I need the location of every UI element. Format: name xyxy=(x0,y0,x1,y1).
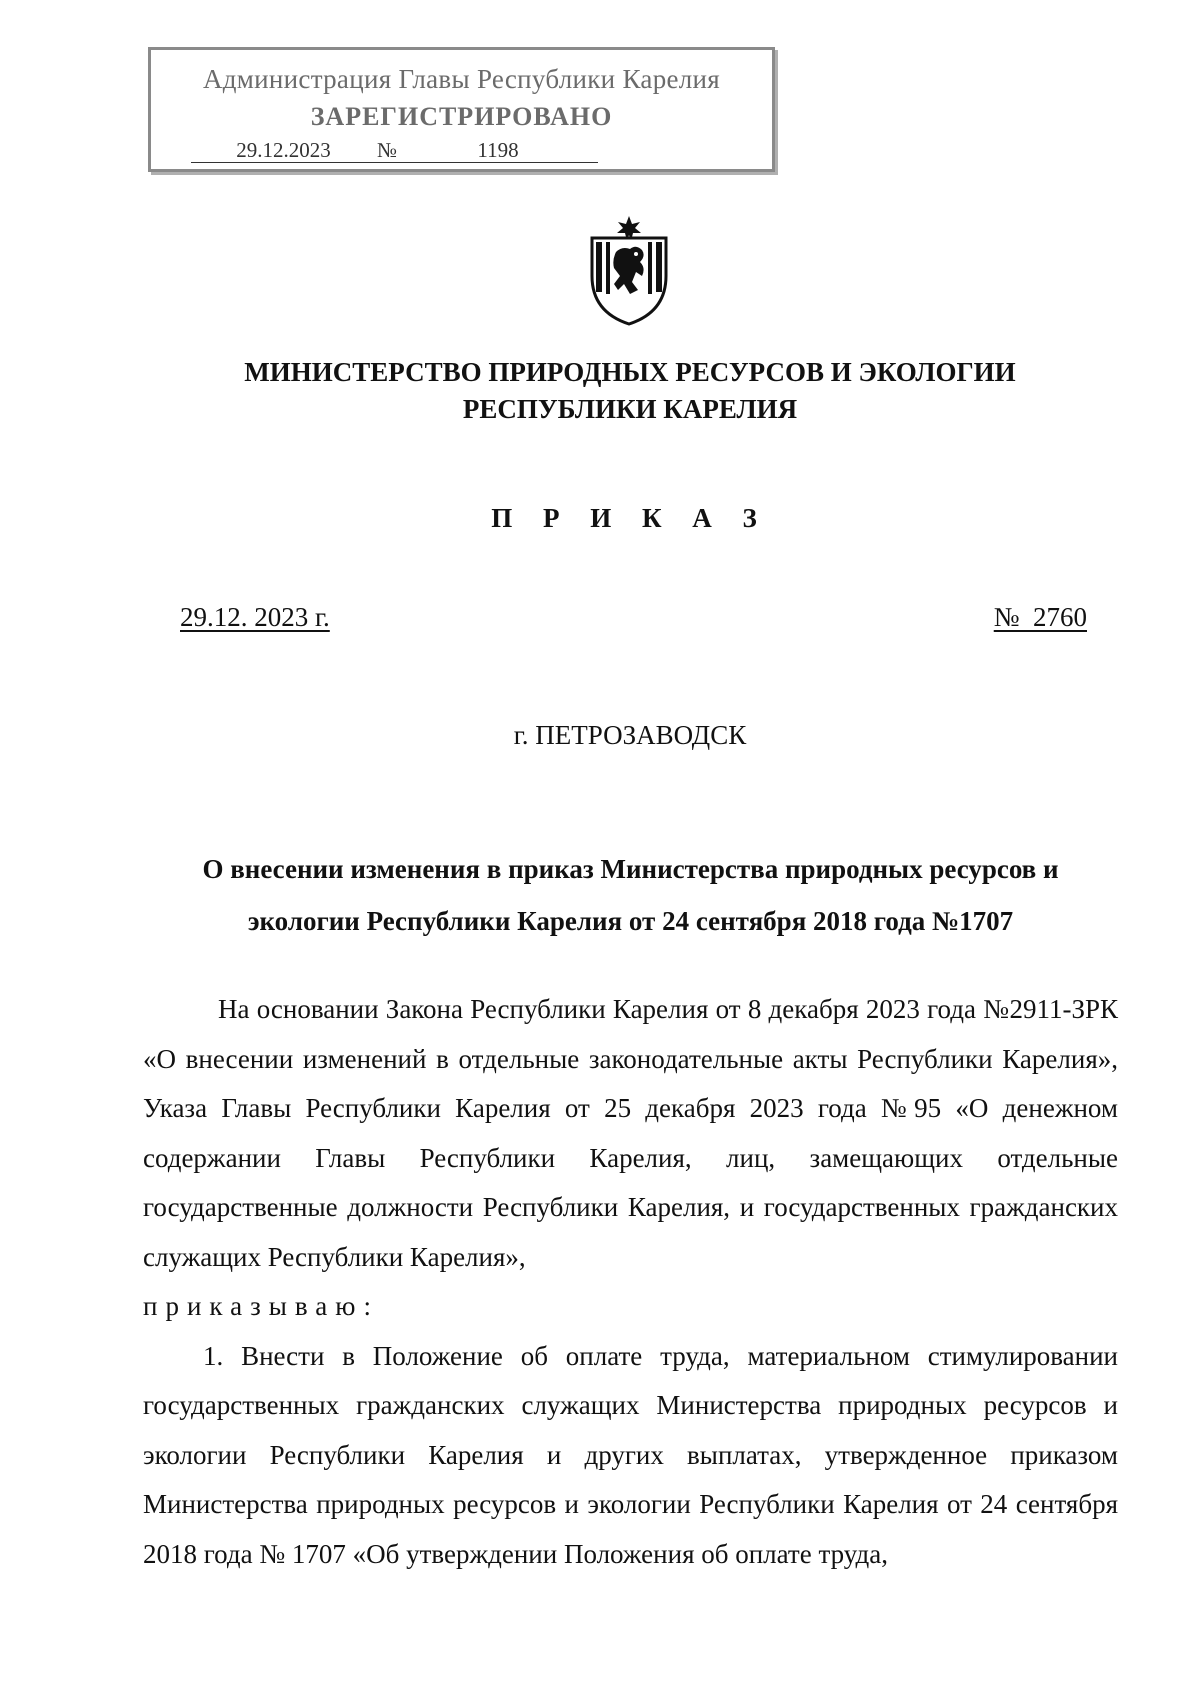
document-body xyxy=(143,985,1118,1579)
ministry-line-2: РЕСПУБЛИКИ КАРЕЛИЯ xyxy=(462,394,798,424)
order-number: № 2760 xyxy=(993,602,1087,632)
title-line-2: экологии Республики Карелия от 24 сентября 2018 года №1707 xyxy=(247,906,1014,936)
stamp-registration-line xyxy=(191,138,598,163)
stamp-number: 1198 xyxy=(398,138,598,163)
title-line-1: О внесении изменения в приказ Министерства природных ресурсов и xyxy=(202,854,1059,884)
registration-stamp xyxy=(148,47,775,172)
city: г. ПЕТРОЗАВОДСК xyxy=(513,720,747,750)
ministry-heading xyxy=(0,354,1200,428)
stamp-date: 29.12.2023 xyxy=(191,138,376,163)
preamble-paragraph: На основании Закона Республики Карелия от 8 декабря 2023 года №2911-ЗРК «О внесении изменений в отдельные законодательные акты Республики Карелия», Указа Главы Республики Карелия от 25 декабря 2023 года №95 «О денежном содержании Главы Республики Карелия, лиц, замещающих отдельные государственные должности Республики Карелия, и государственных гражданских служащих Республики Карелия», xyxy=(143,994,1118,1272)
stamp-status: ЗАРЕГИСТРИРОВАНО xyxy=(310,102,613,131)
karelia-coat-of-arms-icon xyxy=(586,214,672,326)
document-type: П Р И К А З xyxy=(491,503,769,533)
order-date: 29.12. 2023 г. xyxy=(180,602,330,632)
item-1-paragraph: 1. Внести в Положение об оплате труда, материальном стимулировании государственных гражданских служащих Министерства природных ресурсов и экологии Республики Карелия и других выплатах, утвержденное приказом Министерства природных ресурсов и экологии Республики Карелия от 24 сентября 2018 года № 1707 «Об утверждении Положения об оплате труда, xyxy=(143,1340,1118,1569)
directive-word: приказываю: xyxy=(143,1291,379,1321)
stamp-organization: Администрация Главы Республики Карелия xyxy=(202,64,721,94)
stamp-number-sign: № xyxy=(376,138,398,162)
ministry-line-1: МИНИСТЕРСТВО ПРИРОДНЫХ РЕСУРСОВ И ЭКОЛОГИИ xyxy=(244,357,1016,387)
document-title xyxy=(143,843,1118,947)
